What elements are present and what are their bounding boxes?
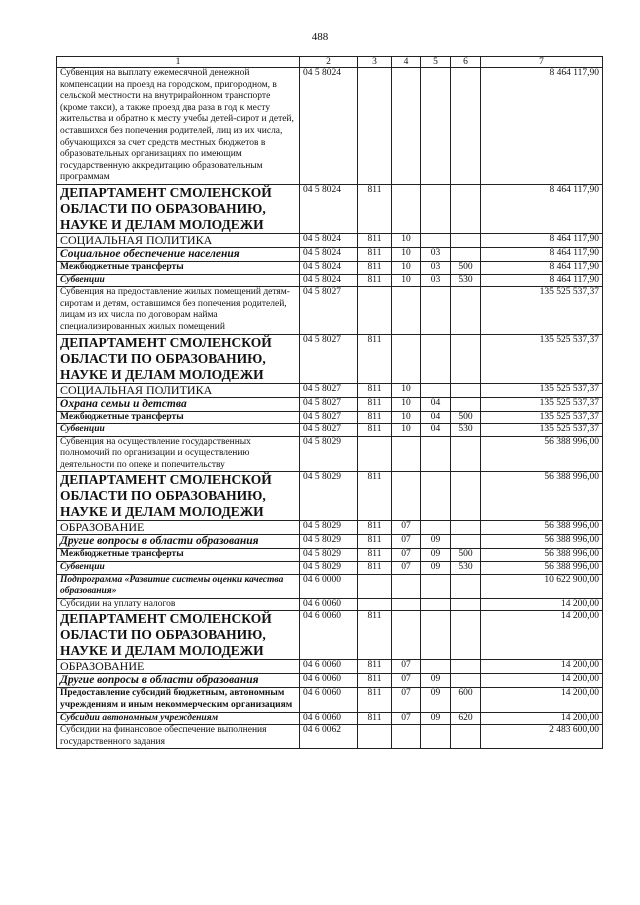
cell-expense-type: 600 bbox=[451, 688, 481, 712]
cell-subsection-code: 04 bbox=[421, 397, 451, 411]
cell-ministry-code: 811 bbox=[358, 411, 392, 424]
cell-ministry-code: 811 bbox=[358, 184, 392, 233]
cell-section-code: 10 bbox=[392, 274, 421, 287]
table-row bbox=[57, 598, 603, 611]
cell-amount: 56 388 996,00 bbox=[481, 436, 603, 472]
table-row bbox=[57, 611, 603, 660]
cell-name: Субсидии на финансовое обеспечение выполнения государственного задания bbox=[57, 725, 300, 749]
cell-ministry-code bbox=[358, 725, 392, 749]
cell-expense-type: 530 bbox=[451, 424, 481, 437]
cell-amount: 8 464 117,90 bbox=[481, 68, 603, 185]
cell-ministry-code bbox=[358, 436, 392, 472]
cell-target-article: 04 5 8027 bbox=[300, 424, 358, 437]
table-row bbox=[57, 549, 603, 562]
cell-subsection-code bbox=[421, 383, 451, 397]
cell-ministry-code: 811 bbox=[358, 611, 392, 660]
header-cell: 2 bbox=[300, 57, 358, 68]
cell-ministry-code: 811 bbox=[358, 472, 392, 521]
cell-section-code bbox=[392, 472, 421, 521]
table-row bbox=[57, 436, 603, 472]
cell-ministry-code: 811 bbox=[358, 712, 392, 725]
cell-ministry-code: 811 bbox=[358, 334, 392, 383]
cell-ministry-code: 811 bbox=[358, 383, 392, 397]
cell-target-article: 04 5 8027 bbox=[300, 397, 358, 411]
cell-name: ДЕПАРТАМЕНТ СМОЛЕНСКОЙ ОБЛАСТИ ПО ОБРАЗОВАНИЮ, НАУКЕ И ДЕЛАМ МОЛОДЕЖИ bbox=[57, 184, 300, 233]
cell-target-article: 04 5 8024 bbox=[300, 274, 358, 287]
header-cell: 5 bbox=[421, 57, 451, 68]
cell-subsection-code: 03 bbox=[421, 247, 451, 261]
table-row bbox=[57, 334, 603, 383]
cell-name: ДЕПАРТАМЕНТ СМОЛЕНСКОЙ ОБЛАСТИ ПО ОБРАЗОВАНИЮ, НАУКЕ И ДЕЛАМ МОЛОДЕЖИ bbox=[57, 334, 300, 383]
cell-subsection-code: 09 bbox=[421, 535, 451, 549]
cell-section-code bbox=[392, 436, 421, 472]
cell-section-code: 10 bbox=[392, 383, 421, 397]
cell-subsection-code bbox=[421, 521, 451, 535]
cell-amount: 56 388 996,00 bbox=[481, 562, 603, 575]
cell-ministry-code bbox=[358, 68, 392, 185]
cell-target-article: 04 5 8027 bbox=[300, 411, 358, 424]
header-cell: 1 bbox=[57, 57, 300, 68]
cell-section-code: 07 bbox=[392, 562, 421, 575]
cell-subsection-code bbox=[421, 436, 451, 472]
cell-expense-type: 530 bbox=[451, 562, 481, 575]
table-row bbox=[57, 688, 603, 712]
table-row bbox=[57, 261, 603, 274]
cell-target-article: 04 6 0060 bbox=[300, 598, 358, 611]
table-row bbox=[57, 274, 603, 287]
table-row bbox=[57, 660, 603, 674]
cell-name: СОЦИАЛЬНАЯ ПОЛИТИКА bbox=[57, 233, 300, 247]
cell-section-code: 07 bbox=[392, 660, 421, 674]
cell-section-code: 10 bbox=[392, 397, 421, 411]
cell-name: Субвенции bbox=[57, 562, 300, 575]
cell-amount: 135 525 537,37 bbox=[481, 287, 603, 334]
table-body bbox=[57, 68, 603, 749]
cell-name: Другие вопросы в области образования bbox=[57, 674, 300, 688]
cell-expense-type bbox=[451, 68, 481, 185]
cell-target-article: 04 6 0060 bbox=[300, 674, 358, 688]
cell-ministry-code: 811 bbox=[358, 247, 392, 261]
cell-section-code bbox=[392, 287, 421, 334]
cell-ministry-code: 811 bbox=[358, 688, 392, 712]
table-row bbox=[57, 68, 603, 185]
cell-ministry-code: 811 bbox=[358, 397, 392, 411]
cell-name: Подпрограмма «Развитие системы оценки качества образования» bbox=[57, 574, 300, 598]
cell-expense-type bbox=[451, 660, 481, 674]
cell-ministry-code bbox=[358, 574, 392, 598]
cell-name: ДЕПАРТАМЕНТ СМОЛЕНСКОЙ ОБЛАСТИ ПО ОБРАЗОВАНИЮ, НАУКЕ И ДЕЛАМ МОЛОДЕЖИ bbox=[57, 472, 300, 521]
cell-amount: 8 464 117,90 bbox=[481, 233, 603, 247]
cell-expense-type bbox=[451, 574, 481, 598]
cell-target-article: 04 5 8029 bbox=[300, 562, 358, 575]
cell-subsection-code bbox=[421, 725, 451, 749]
cell-amount: 8 464 117,90 bbox=[481, 247, 603, 261]
cell-name: Межбюджетные трансферты bbox=[57, 261, 300, 274]
cell-subsection-code: 09 bbox=[421, 674, 451, 688]
cell-amount: 14 200,00 bbox=[481, 611, 603, 660]
table-row bbox=[57, 535, 603, 549]
table-row bbox=[57, 424, 603, 437]
cell-amount: 14 200,00 bbox=[481, 712, 603, 725]
cell-name: Субвенции bbox=[57, 274, 300, 287]
table-row bbox=[57, 472, 603, 521]
cell-subsection-code: 09 bbox=[421, 549, 451, 562]
cell-amount: 56 388 996,00 bbox=[481, 549, 603, 562]
cell-section-code bbox=[392, 611, 421, 660]
table-row bbox=[57, 725, 603, 749]
cell-ministry-code: 811 bbox=[358, 535, 392, 549]
cell-expense-type: 530 bbox=[451, 274, 481, 287]
cell-ministry-code: 811 bbox=[358, 549, 392, 562]
cell-name: Субвенция на предоставление жилых помещений детям-сиротам и детям, оставшимся без попечения родителей, лицам из их числа по договорам найма специализированных жилых помещений bbox=[57, 287, 300, 334]
cell-expense-type bbox=[451, 383, 481, 397]
cell-section-code: 07 bbox=[392, 521, 421, 535]
table-row bbox=[57, 247, 603, 261]
cell-amount: 10 622 900,00 bbox=[481, 574, 603, 598]
cell-target-article: 04 6 0000 bbox=[300, 574, 358, 598]
cell-subsection-code bbox=[421, 287, 451, 334]
cell-subsection-code: 09 bbox=[421, 688, 451, 712]
cell-target-article: 04 5 8029 bbox=[300, 521, 358, 535]
cell-amount: 14 200,00 bbox=[481, 674, 603, 688]
table-row bbox=[57, 674, 603, 688]
cell-name: ДЕПАРТАМЕНТ СМОЛЕНСКОЙ ОБЛАСТИ ПО ОБРАЗОВАНИЮ, НАУКЕ И ДЕЛАМ МОЛОДЕЖИ bbox=[57, 611, 300, 660]
cell-subsection-code bbox=[421, 611, 451, 660]
cell-target-article: 04 5 8024 bbox=[300, 247, 358, 261]
cell-section-code bbox=[392, 725, 421, 749]
cell-amount: 135 525 537,37 bbox=[481, 397, 603, 411]
cell-target-article: 04 5 8024 bbox=[300, 184, 358, 233]
cell-target-article: 04 5 8027 bbox=[300, 287, 358, 334]
cell-amount: 56 388 996,00 bbox=[481, 472, 603, 521]
cell-amount: 8 464 117,90 bbox=[481, 274, 603, 287]
cell-name: Субвенция на выплату ежемесячной денежной компенсации на проезд на городском, пригородном, в сельской местности на внутрирайонном транспорте (кроме такси), а также проезд два раза в год к месту жительства и обратно к месту учебы детей-сирот и детей, оставшихся без попечения родителей, лиц из их числа, обучающихся за счет средств местных бюджетов в образовательных организациях по имеющим государственную аккредитацию образовательным программам bbox=[57, 68, 300, 185]
cell-expense-type bbox=[451, 334, 481, 383]
cell-subsection-code bbox=[421, 660, 451, 674]
page-number: 488 bbox=[311, 31, 329, 43]
cell-amount: 14 200,00 bbox=[481, 688, 603, 712]
cell-expense-type: 500 bbox=[451, 411, 481, 424]
cell-section-code: 10 bbox=[392, 247, 421, 261]
cell-expense-type bbox=[451, 472, 481, 521]
cell-subsection-code: 03 bbox=[421, 274, 451, 287]
cell-name: Охрана семьи и детства bbox=[57, 397, 300, 411]
cell-name: Предоставление субсидий бюджетным, автономным учреждениям и иным некоммерческим организациям bbox=[57, 688, 300, 712]
cell-section-code: 07 bbox=[392, 688, 421, 712]
cell-expense-type bbox=[451, 247, 481, 261]
header-cell: 7 bbox=[481, 57, 603, 68]
cell-expense-type bbox=[451, 674, 481, 688]
cell-target-article: 04 6 0060 bbox=[300, 660, 358, 674]
cell-amount: 8 464 117,90 bbox=[481, 261, 603, 274]
cell-section-code bbox=[392, 598, 421, 611]
cell-subsection-code: 09 bbox=[421, 562, 451, 575]
cell-name: Другие вопросы в области образования bbox=[57, 535, 300, 549]
cell-expense-type: 500 bbox=[451, 261, 481, 274]
cell-subsection-code: 09 bbox=[421, 712, 451, 725]
cell-expense-type: 500 bbox=[451, 549, 481, 562]
cell-ministry-code: 811 bbox=[358, 562, 392, 575]
cell-name: ОБРАЗОВАНИЕ bbox=[57, 660, 300, 674]
cell-amount: 135 525 537,37 bbox=[481, 424, 603, 437]
cell-ministry-code: 811 bbox=[358, 424, 392, 437]
cell-amount: 2 483 600,00 bbox=[481, 725, 603, 749]
cell-section-code: 10 bbox=[392, 411, 421, 424]
table-row bbox=[57, 411, 603, 424]
table-row bbox=[57, 287, 603, 334]
cell-section-code: 07 bbox=[392, 674, 421, 688]
cell-target-article: 04 5 8029 bbox=[300, 472, 358, 521]
cell-name: СОЦИАЛЬНАЯ ПОЛИТИКА bbox=[57, 383, 300, 397]
table-row bbox=[57, 574, 603, 598]
cell-amount: 56 388 996,00 bbox=[481, 535, 603, 549]
cell-amount: 8 464 117,90 bbox=[481, 184, 603, 233]
cell-expense-type bbox=[451, 611, 481, 660]
header-row bbox=[57, 57, 603, 68]
cell-section-code: 07 bbox=[392, 712, 421, 725]
cell-target-article: 04 5 8024 bbox=[300, 261, 358, 274]
cell-target-article: 04 6 0060 bbox=[300, 611, 358, 660]
cell-section-code: 07 bbox=[392, 549, 421, 562]
cell-ministry-code: 811 bbox=[358, 521, 392, 535]
table-row bbox=[57, 562, 603, 575]
cell-expense-type bbox=[451, 598, 481, 611]
cell-subsection-code bbox=[421, 233, 451, 247]
table-row bbox=[57, 233, 603, 247]
cell-expense-type bbox=[451, 535, 481, 549]
cell-ministry-code bbox=[358, 287, 392, 334]
cell-target-article: 04 6 0062 bbox=[300, 725, 358, 749]
cell-ministry-code: 811 bbox=[358, 261, 392, 274]
cell-subsection-code bbox=[421, 334, 451, 383]
cell-subsection-code bbox=[421, 598, 451, 611]
cell-name: ОБРАЗОВАНИЕ bbox=[57, 521, 300, 535]
table-row bbox=[57, 712, 603, 725]
cell-subsection-code bbox=[421, 184, 451, 233]
cell-name: Межбюджетные трансферты bbox=[57, 411, 300, 424]
cell-expense-type: 620 bbox=[451, 712, 481, 725]
cell-section-code bbox=[392, 184, 421, 233]
cell-amount: 135 525 537,37 bbox=[481, 334, 603, 383]
cell-section-code: 10 bbox=[392, 233, 421, 247]
cell-section-code bbox=[392, 334, 421, 383]
header-cell: 6 bbox=[451, 57, 481, 68]
cell-name: Межбюджетные трансферты bbox=[57, 549, 300, 562]
cell-name: Социальное обеспечение населения bbox=[57, 247, 300, 261]
cell-name: Субвенция на осуществление государственных полномочий по организации и осуществлению деятельности по опеке и попечительству bbox=[57, 436, 300, 472]
cell-amount: 14 200,00 bbox=[481, 598, 603, 611]
cell-subsection-code bbox=[421, 472, 451, 521]
header-cell: 3 bbox=[358, 57, 392, 68]
cell-amount: 14 200,00 bbox=[481, 660, 603, 674]
cell-target-article: 04 5 8027 bbox=[300, 334, 358, 383]
cell-target-article: 04 6 0060 bbox=[300, 688, 358, 712]
cell-name: Субвенции bbox=[57, 424, 300, 437]
cell-target-article: 04 5 8029 bbox=[300, 436, 358, 472]
cell-target-article: 04 5 8029 bbox=[300, 535, 358, 549]
cell-ministry-code bbox=[358, 598, 392, 611]
cell-expense-type bbox=[451, 287, 481, 334]
cell-name: Субсидии на уплату налогов bbox=[57, 598, 300, 611]
cell-ministry-code: 811 bbox=[358, 660, 392, 674]
cell-subsection-code bbox=[421, 574, 451, 598]
cell-target-article: 04 5 8029 bbox=[300, 549, 358, 562]
table-row bbox=[57, 521, 603, 535]
cell-expense-type bbox=[451, 521, 481, 535]
cell-section-code: 10 bbox=[392, 261, 421, 274]
cell-expense-type bbox=[451, 233, 481, 247]
cell-target-article: 04 5 8027 bbox=[300, 383, 358, 397]
cell-section-code: 10 bbox=[392, 424, 421, 437]
cell-expense-type bbox=[451, 725, 481, 749]
table-row bbox=[57, 184, 603, 233]
header-cell: 4 bbox=[392, 57, 421, 68]
cell-section-code: 07 bbox=[392, 535, 421, 549]
table-row bbox=[57, 383, 603, 397]
cell-expense-type bbox=[451, 397, 481, 411]
cell-amount: 135 525 537,37 bbox=[481, 383, 603, 397]
cell-amount: 56 388 996,00 bbox=[481, 521, 603, 535]
cell-ministry-code: 811 bbox=[358, 233, 392, 247]
cell-expense-type bbox=[451, 184, 481, 233]
cell-name: Субсидии автономным учреждениям bbox=[57, 712, 300, 725]
cell-target-article: 04 6 0060 bbox=[300, 712, 358, 725]
cell-ministry-code: 811 bbox=[358, 274, 392, 287]
cell-expense-type bbox=[451, 436, 481, 472]
cell-subsection-code: 04 bbox=[421, 424, 451, 437]
budget-table bbox=[56, 56, 603, 749]
cell-section-code bbox=[392, 68, 421, 185]
cell-ministry-code: 811 bbox=[358, 674, 392, 688]
table-row bbox=[57, 397, 603, 411]
cell-section-code bbox=[392, 574, 421, 598]
cell-subsection-code: 03 bbox=[421, 261, 451, 274]
cell-amount: 135 525 537,37 bbox=[481, 411, 603, 424]
cell-target-article: 04 5 8024 bbox=[300, 233, 358, 247]
cell-target-article: 04 5 8024 bbox=[300, 68, 358, 185]
cell-subsection-code bbox=[421, 68, 451, 185]
cell-subsection-code: 04 bbox=[421, 411, 451, 424]
